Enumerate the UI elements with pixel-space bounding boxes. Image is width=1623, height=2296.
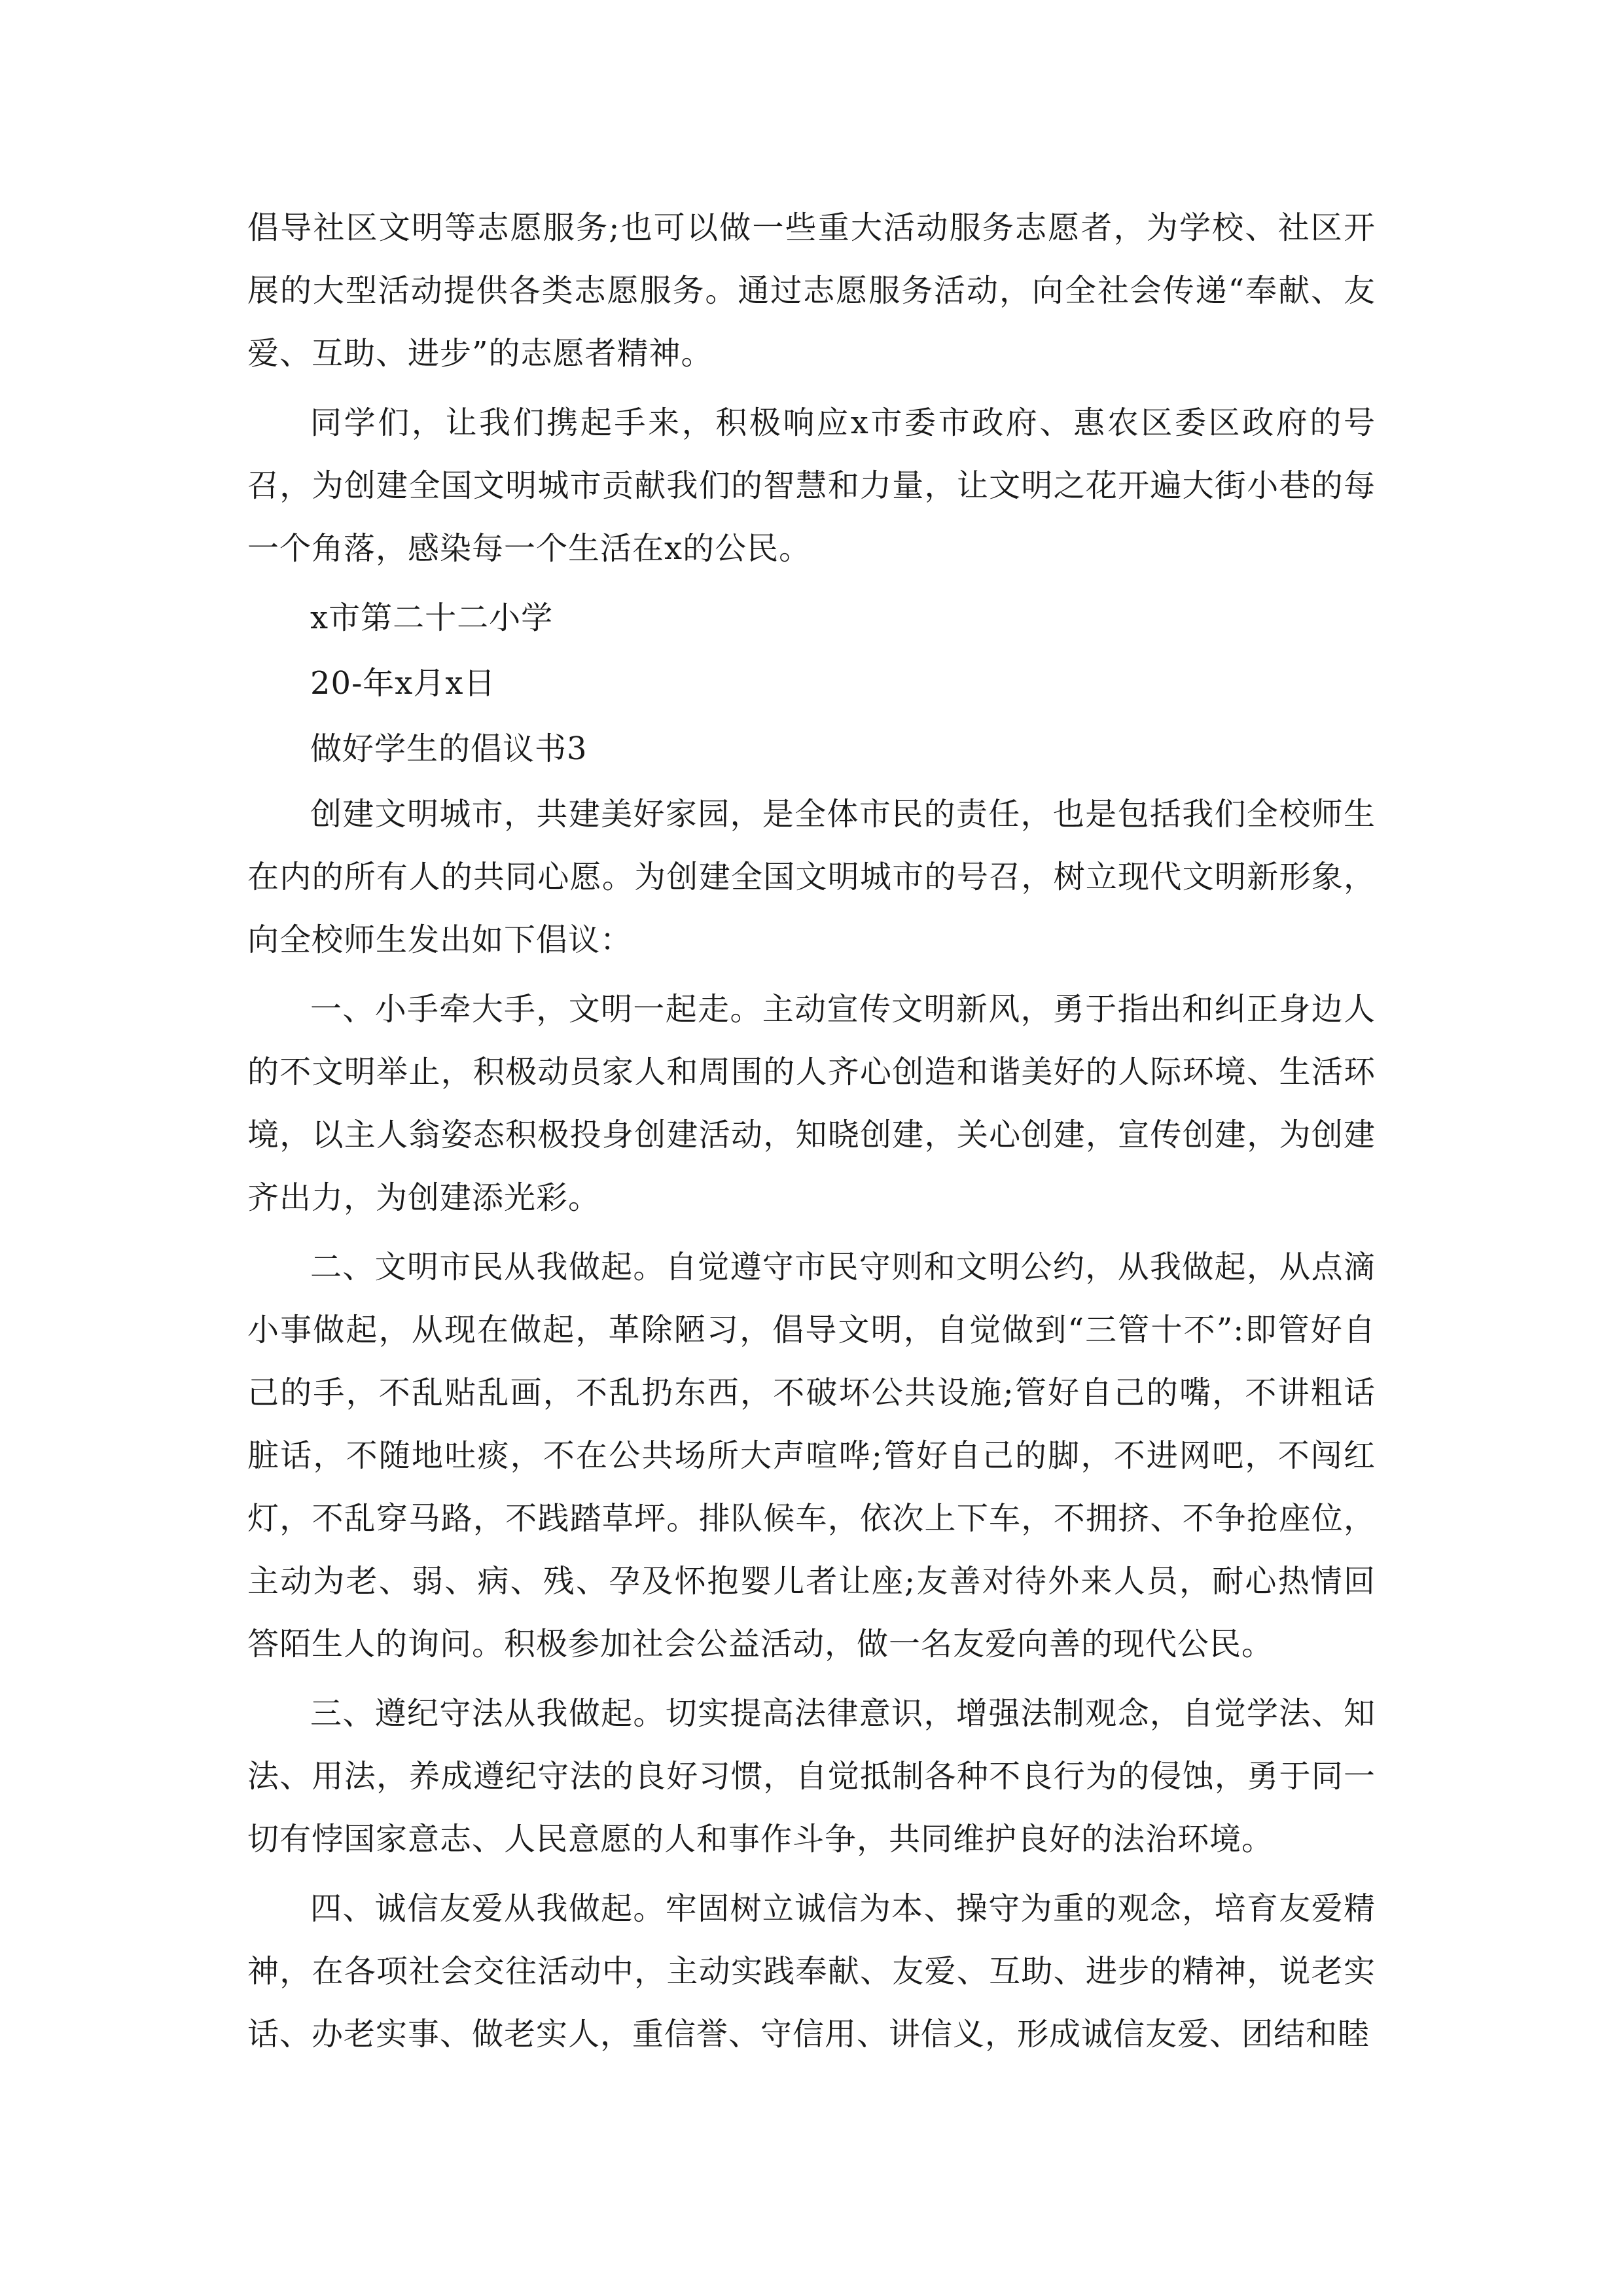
section-title: 做好学生的倡议书3: [310, 730, 588, 767]
paragraph-item-4: 四、诚信友爱从我做起。牢固树立诚信为本、操守为重的观念，培育友爱精神，在各项社会交往活动中，主动实践奉献、友爱、互助、进步的精神，说老实话、办老实事、做老实人，重信誉、守信用、讲信义，形成诚信友爱、团结和睦: [247, 1890, 1376, 2053]
document-body: [247, 196, 1376, 2072]
signature-date: 20-年x月x日: [310, 665, 496, 702]
signature-school: x市第二十二小学: [310, 600, 554, 636]
paragraph-volunteer-service: 倡导社区文明等志愿服务;也可以做一些重大活动服务志愿者，为学校、社区开展的大型活动提供各类志愿服务。通过志愿服务活动，向全社会传递“奉献、友爱、互助、进步”的志愿者精神。: [247, 209, 1376, 372]
paragraph-item-1: 一、小手牵大手，文明一起走。主动宣传文明新风，勇于指出和纠正身边人的不文明举止，积极动员家人和周围的人齐心创造和谐美好的人际环境、生活环境，以主人翁姿态积极投身创建活动，知晓创建，关心创建，宣传创建，为创建齐出力，为创建添光彩。: [247, 991, 1376, 1216]
paragraph-intro: 创建文明城市，共建美好家园，是全体市民的责任，也是包括我们全校师生在内的所有人的共同心愿。为创建全国文明城市的号召，树立现代文明新形象，向全校师生发出如下倡议：: [247, 796, 1376, 958]
paragraph-item-2: 二、文明市民从我做起。自觉遵守市民守则和文明公约，从我做起，从点滴小事做起，从现在做起，革除陋习，倡导文明，自觉做到“三管十不”:即管好自己的手，不乱贴乱画，不乱扔东西，不破坏公共设施;管好自己的嘴，不讲粗话脏话，不随地吐痰，不在公共场所大声喧哗;管好自己的脚，不进网吧，不闯红灯，不乱穿马路，不践踏草坪。排队候车，依次上下车，不拥挤、不争抢座位，主动为老、弱、病、残、孕及怀抱婴儿者让座;友善对待外来人员，耐心热情回答陌生人的询问。积极参加社会公益活动，做一名友爱向善的现代公民。: [247, 1249, 1376, 1662]
paragraph-call-to-action: 同学们，让我们携起手来，积极响应x市委市政府、惠农区委区政府的号召，为创建全国文明城市贡献我们的智慧和力量，让文明之花开遍大街小巷的每一个角落，感染每一个生活在x的公民。: [247, 404, 1376, 567]
paragraph-item-3: 三、遵纪守法从我做起。切实提高法律意识，增强法制观念，自觉学法、知法、用法，养成遵纪守法的良好习惯，自觉抵制各种不良行为的侵蚀，勇于同一切有悖国家意志、人民意愿的人和事作斗争，共同维护良好的法治环境。: [247, 1695, 1376, 1857]
